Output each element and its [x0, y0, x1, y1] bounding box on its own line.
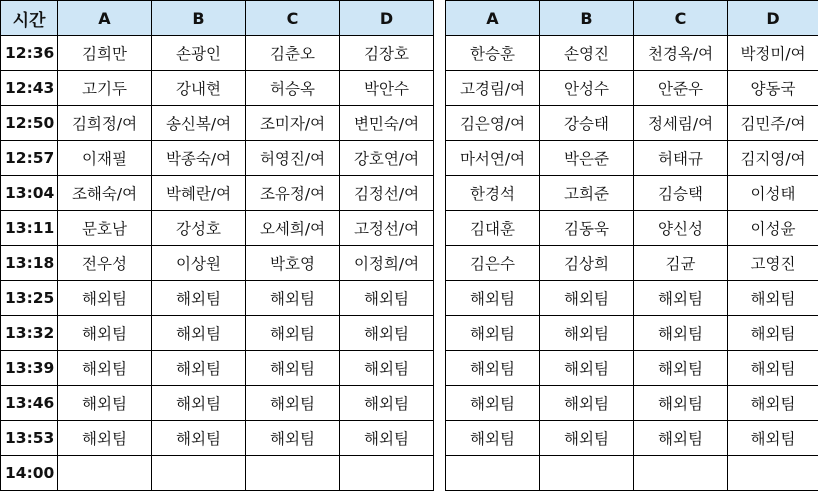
table-row: [446, 456, 818, 491]
column-header-b: B: [540, 1, 634, 36]
player-cell-right-c: 해외팀: [634, 421, 728, 456]
player-cell-right-c: 해외팀: [634, 281, 728, 316]
player-cell-left-a: 문호남: [58, 211, 152, 246]
player-cell-right-c: [634, 456, 728, 491]
player-cell-right-c: 안준우: [634, 71, 728, 106]
player-cell-left-d: 강호연/여: [340, 141, 434, 176]
player-cell-right-a: 한경석: [446, 176, 540, 211]
player-cell-left-b: 해외팀: [152, 386, 246, 421]
player-cell-right-b: [540, 456, 634, 491]
player-cell-right-c: 허태규: [634, 141, 728, 176]
player-cell-left-c: [246, 456, 340, 491]
player-cell-left-b: 이상원: [152, 246, 246, 281]
table-row: [1, 176, 434, 211]
player-cell-left-a: 해외팀: [58, 316, 152, 351]
player-cell-left-d: 고정선/여: [340, 211, 434, 246]
player-cell-left-d: 김장호: [340, 36, 434, 71]
player-cell-left-b: 송신복/여: [152, 106, 246, 141]
player-cell-left-c: 허승옥: [246, 71, 340, 106]
time-cell: 13:39: [1, 351, 58, 386]
player-cell-right-b: 안성수: [540, 71, 634, 106]
table-row: [446, 281, 818, 316]
player-cell-right-b: 해외팀: [540, 281, 634, 316]
player-cell-left-c: 조유정/여: [246, 176, 340, 211]
player-cell-left-c: 해외팀: [246, 316, 340, 351]
time-cell: 12:57: [1, 141, 58, 176]
player-cell-left-b: 강성호: [152, 211, 246, 246]
player-cell-right-a: 마서연/여: [446, 141, 540, 176]
player-cell-left-b: 손광인: [152, 36, 246, 71]
player-cell-right-a: [446, 456, 540, 491]
player-cell-right-b: 해외팀: [540, 351, 634, 386]
table-row: [1, 351, 434, 386]
player-cell-right-c: 양신성: [634, 211, 728, 246]
table-row: [1, 386, 434, 421]
header-row: [446, 1, 818, 36]
table-row: [1, 246, 434, 281]
player-cell-right-c: 해외팀: [634, 316, 728, 351]
table-row: [446, 351, 818, 386]
table-row: [1, 71, 434, 106]
table-row: [446, 316, 818, 351]
player-cell-left-a: [58, 456, 152, 491]
time-cell: 13:11: [1, 211, 58, 246]
table-row: [1, 211, 434, 246]
player-cell-left-b: 박혜란/여: [152, 176, 246, 211]
player-cell-right-d: [728, 456, 818, 491]
table-row: [446, 421, 818, 456]
player-cell-left-c: 박호영: [246, 246, 340, 281]
player-cell-left-a: 해외팀: [58, 421, 152, 456]
player-cell-right-b: 박은준: [540, 141, 634, 176]
column-header-c: C: [246, 1, 340, 36]
player-cell-right-d: 김민주/여: [728, 106, 818, 141]
player-cell-right-d: 해외팀: [728, 281, 818, 316]
player-cell-right-d: 해외팀: [728, 421, 818, 456]
player-cell-left-a: 조해숙/여: [58, 176, 152, 211]
player-cell-left-a: 해외팀: [58, 351, 152, 386]
player-cell-right-a: 해외팀: [446, 351, 540, 386]
player-cell-left-d: 변민숙/여: [340, 106, 434, 141]
player-cell-right-c: 김승택: [634, 176, 728, 211]
player-cell-left-d: 해외팀: [340, 316, 434, 351]
player-cell-right-d: 고영진: [728, 246, 818, 281]
header-row: [1, 1, 434, 36]
table-row: [1, 141, 434, 176]
player-cell-right-a: 한승훈: [446, 36, 540, 71]
player-cell-left-a: 고기두: [58, 71, 152, 106]
time-cell: 14:00: [1, 456, 58, 491]
time-cell: 12:43: [1, 71, 58, 106]
time-header: 시간: [1, 1, 58, 36]
player-cell-left-a: 해외팀: [58, 281, 152, 316]
player-cell-left-a: 김희정/여: [58, 106, 152, 141]
player-cell-left-d: 해외팀: [340, 281, 434, 316]
player-cell-right-b: 해외팀: [540, 421, 634, 456]
player-cell-right-a: 김은수: [446, 246, 540, 281]
player-cell-right-d: 이성태: [728, 176, 818, 211]
player-cell-left-d: 김정선/여: [340, 176, 434, 211]
player-cell-left-d: 박안수: [340, 71, 434, 106]
column-header-a: A: [446, 1, 540, 36]
table-row: [1, 281, 434, 316]
column-header-c: C: [634, 1, 728, 36]
time-cell: 13:53: [1, 421, 58, 456]
player-cell-left-d: 해외팀: [340, 351, 434, 386]
table-row: [1, 421, 434, 456]
player-cell-left-a: 김희만: [58, 36, 152, 71]
player-cell-left-d: [340, 456, 434, 491]
table-row: [1, 36, 434, 71]
player-cell-right-a: 해외팀: [446, 421, 540, 456]
column-header-d: D: [728, 1, 818, 36]
table-row: [1, 106, 434, 141]
table-row: [446, 211, 818, 246]
time-cell: 13:04: [1, 176, 58, 211]
player-cell-left-b: 박종숙/여: [152, 141, 246, 176]
player-cell-left-d: 이정희/여: [340, 246, 434, 281]
player-cell-right-b: 고희준: [540, 176, 634, 211]
player-cell-right-d: 해외팀: [728, 351, 818, 386]
player-cell-right-d: 양동국: [728, 71, 818, 106]
time-cell: 13:18: [1, 246, 58, 281]
player-cell-left-c: 해외팀: [246, 281, 340, 316]
player-cell-right-b: 강승태: [540, 106, 634, 141]
time-cell: 12:36: [1, 36, 58, 71]
player-cell-left-c: 조미자/여: [246, 106, 340, 141]
column-header-b: B: [152, 1, 246, 36]
player-cell-right-a: 김대훈: [446, 211, 540, 246]
player-cell-right-d: 김지영/여: [728, 141, 818, 176]
player-cell-left-c: 허영진/여: [246, 141, 340, 176]
player-cell-left-b: 해외팀: [152, 351, 246, 386]
player-cell-right-d: 박정미/여: [728, 36, 818, 71]
player-cell-left-b: [152, 456, 246, 491]
player-cell-right-d: 해외팀: [728, 386, 818, 421]
player-cell-left-d: 해외팀: [340, 386, 434, 421]
table-row: [446, 176, 818, 211]
time-cell: 13:25: [1, 281, 58, 316]
player-cell-left-b: 해외팀: [152, 316, 246, 351]
player-cell-left-c: 김춘오: [246, 36, 340, 71]
player-cell-left-a: 해외팀: [58, 386, 152, 421]
player-cell-right-b: 손영진: [540, 36, 634, 71]
player-cell-right-a: 김은영/여: [446, 106, 540, 141]
table-row: [446, 386, 818, 421]
player-cell-left-b: 해외팀: [152, 421, 246, 456]
player-cell-left-c: 해외팀: [246, 421, 340, 456]
time-cell: 13:46: [1, 386, 58, 421]
table-row: [446, 106, 818, 141]
player-cell-left-b: 강내현: [152, 71, 246, 106]
player-cell-right-c: 천경옥/여: [634, 36, 728, 71]
player-cell-left-c: 오세희/여: [246, 211, 340, 246]
player-cell-left-b: 해외팀: [152, 281, 246, 316]
player-cell-right-b: 김동욱: [540, 211, 634, 246]
player-cell-right-c: 정세림/여: [634, 106, 728, 141]
column-header-d: D: [340, 1, 434, 36]
player-cell-left-a: 이재필: [58, 141, 152, 176]
player-cell-left-c: 해외팀: [246, 386, 340, 421]
player-cell-right-c: 김균: [634, 246, 728, 281]
tee-time-table-right: [445, 0, 818, 491]
player-cell-right-a: 해외팀: [446, 386, 540, 421]
player-cell-right-b: 김상희: [540, 246, 634, 281]
player-cell-right-b: 해외팀: [540, 316, 634, 351]
player-cell-right-a: 고경림/여: [446, 71, 540, 106]
player-cell-left-a: 전우성: [58, 246, 152, 281]
player-cell-right-c: 해외팀: [634, 351, 728, 386]
player-cell-right-d: 이성윤: [728, 211, 818, 246]
player-cell-left-d: 해외팀: [340, 421, 434, 456]
time-cell: 13:32: [1, 316, 58, 351]
player-cell-right-b: 해외팀: [540, 386, 634, 421]
table-row: [1, 316, 434, 351]
table-row: [1, 456, 434, 491]
player-cell-right-c: 해외팀: [634, 386, 728, 421]
column-header-a: A: [58, 1, 152, 36]
player-cell-right-a: 해외팀: [446, 281, 540, 316]
table-row: [446, 141, 818, 176]
table-row: [446, 246, 818, 281]
table-row: [446, 36, 818, 71]
time-cell: 12:50: [1, 106, 58, 141]
player-cell-right-a: 해외팀: [446, 316, 540, 351]
player-cell-right-d: 해외팀: [728, 316, 818, 351]
table-row: [446, 71, 818, 106]
player-cell-left-c: 해외팀: [246, 351, 340, 386]
